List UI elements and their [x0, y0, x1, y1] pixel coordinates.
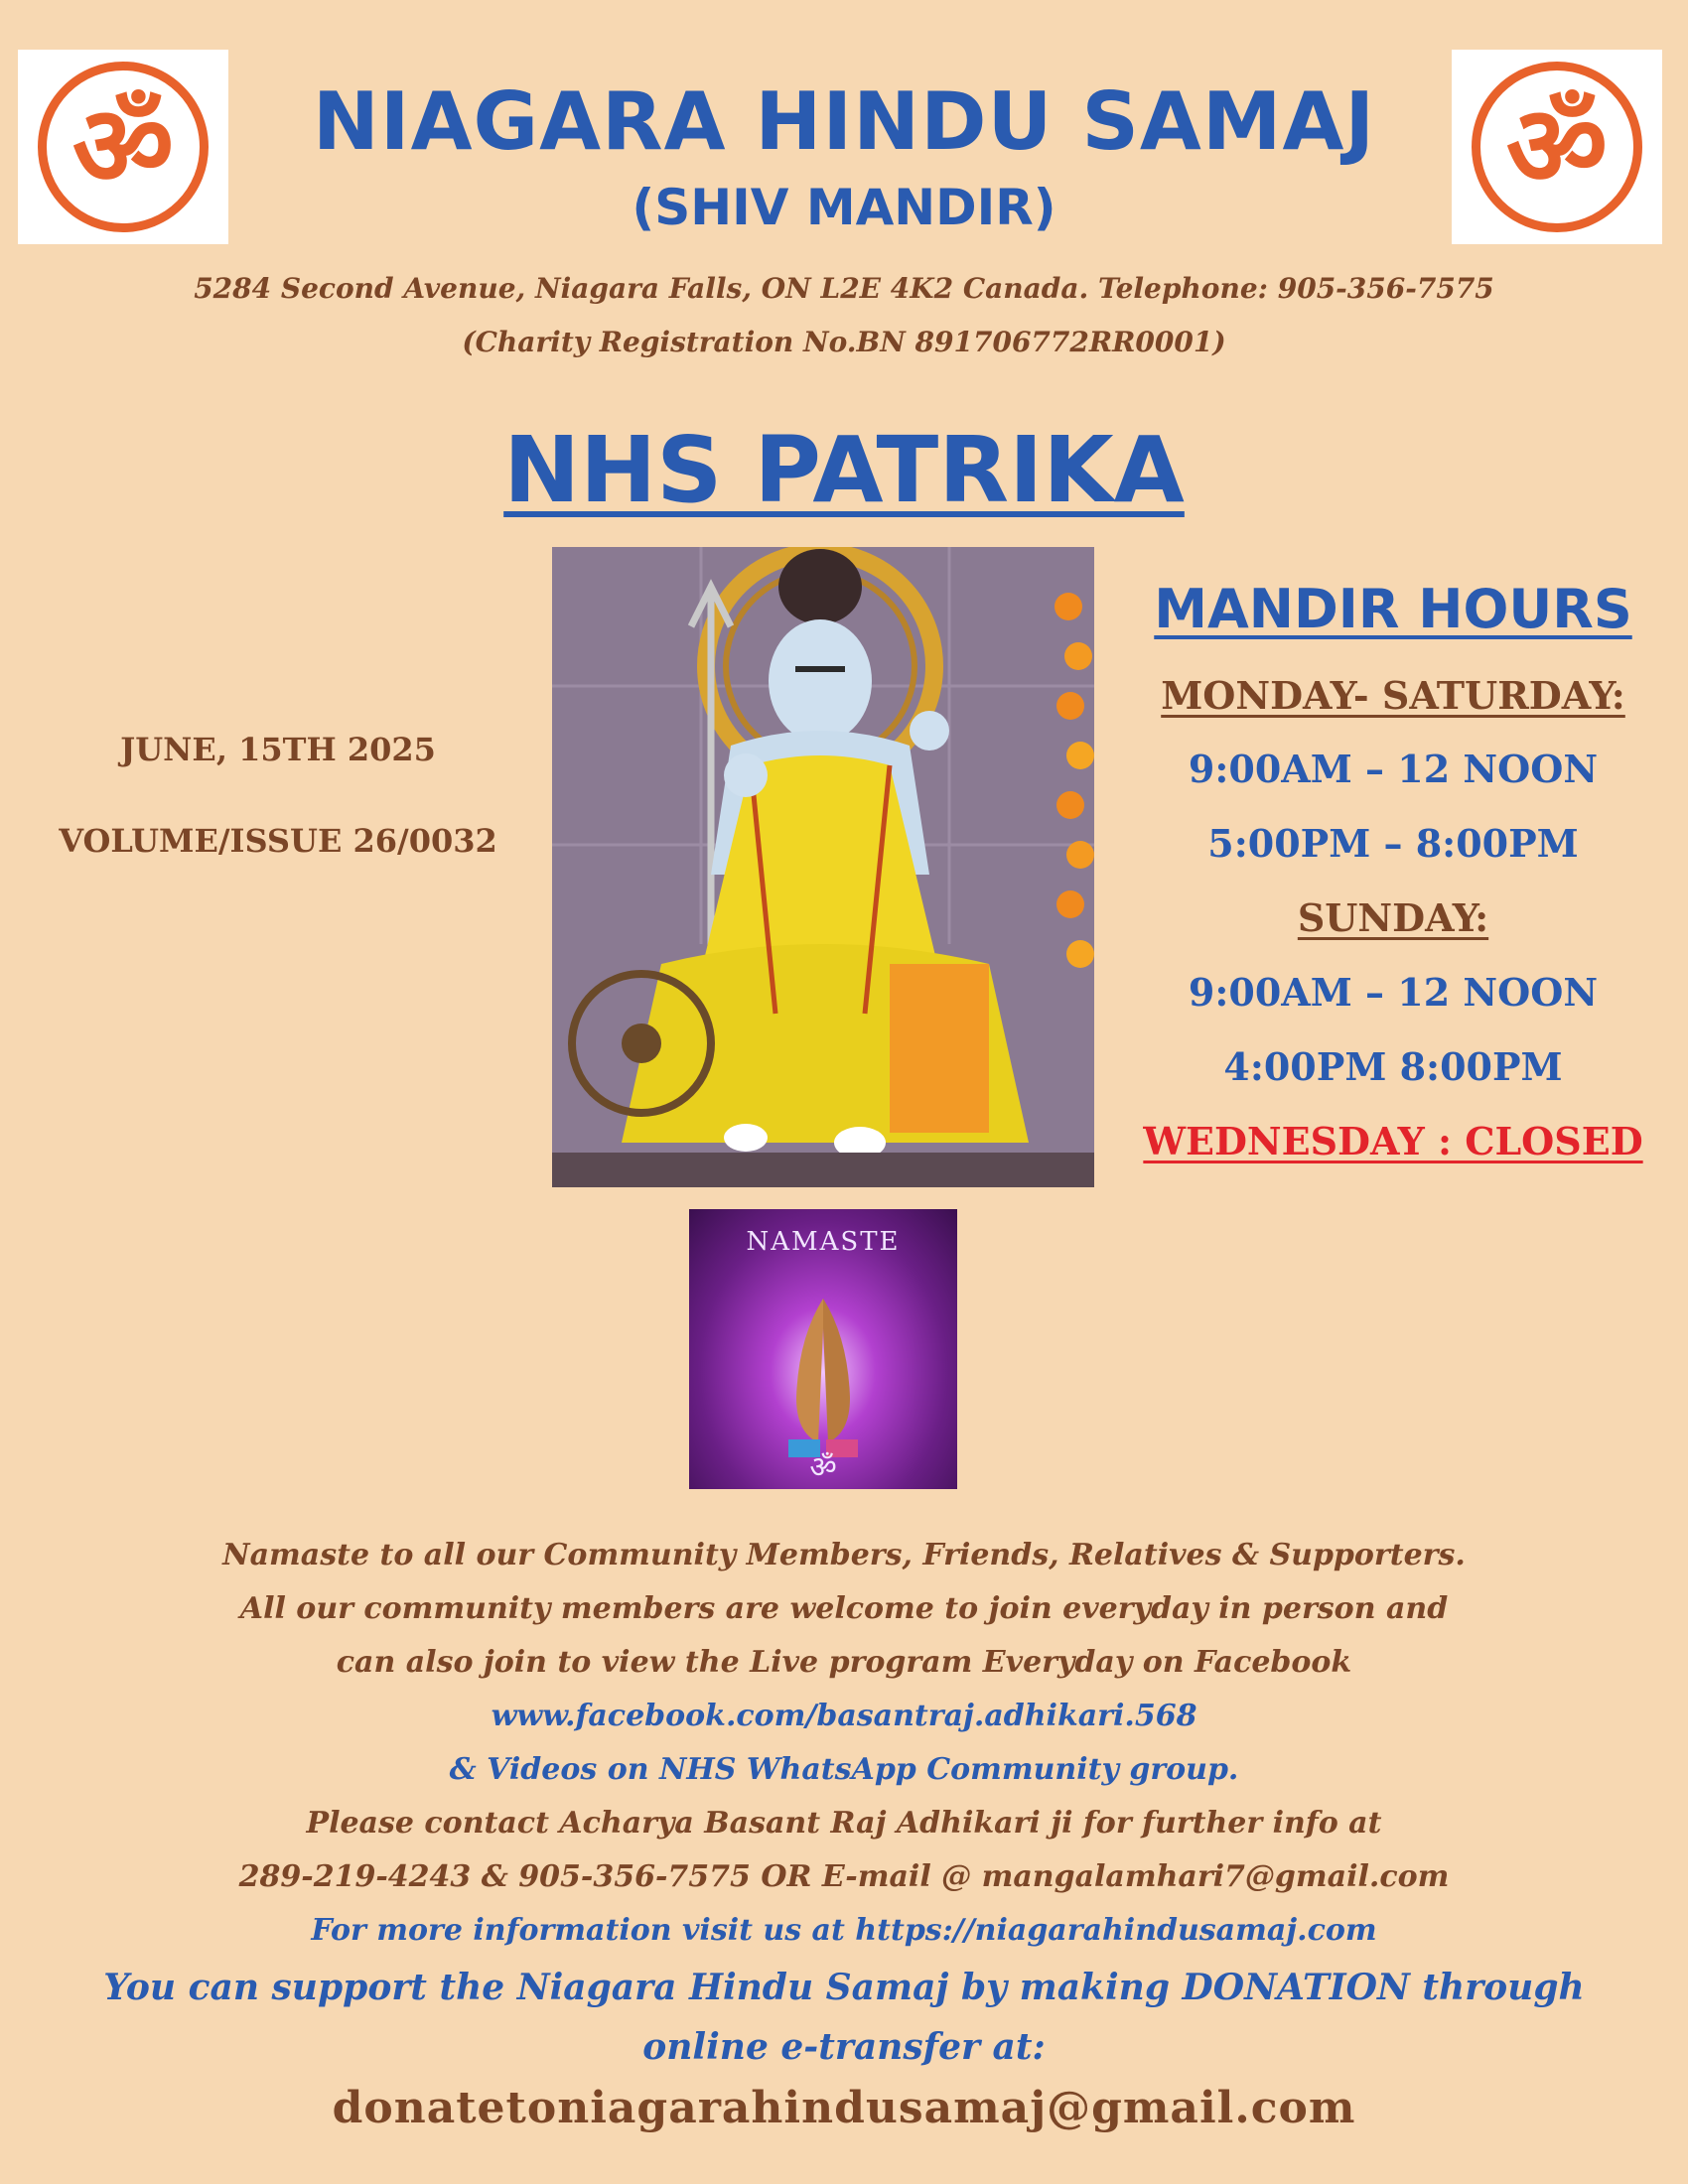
newsletter-title: NHS PATRIKA — [503, 417, 1185, 523]
org-title: NIAGARA HINDU SAMAJ — [312, 75, 1376, 168]
issue-volume: VOLUME/ISSUE 26/0032 — [59, 822, 497, 860]
org-subtitle: (SHIV MANDIR) — [632, 179, 1056, 236]
message-line: Namaste to all our Community Members, Friends, Relatives & Supporters. — [222, 1538, 1466, 1572]
issue-date: JUNE, 15TH 2025 — [120, 731, 436, 768]
donation-line: You can support the Niagara Hindu Samaj by making DONATION through — [103, 1967, 1585, 2008]
charity-registration: (Charity Registration No.BN 891706772RR0001) — [462, 326, 1226, 358]
website-line[interactable]: For more information visit us at https://niagarahindusamaj.com — [311, 1913, 1377, 1948]
mandir-hours — [1110, 578, 1676, 640]
om-icon: ॐ — [1505, 82, 1609, 211]
community-message — [0, 1529, 1688, 2077]
message-line: can also join to view the Live program Everyday on Facebook — [336, 1645, 1352, 1680]
sunday-evening: 4:00PM 8:00PM — [1223, 1044, 1563, 1089]
donation-line: online e-transfer at: — [642, 2026, 1046, 2068]
om-icon: ॐ — [71, 82, 175, 211]
donation-email[interactable]: donatetoniagarahindusamaj@gmail.com — [332, 2083, 1356, 2133]
closed-notice: WEDNESDAY : CLOSED — [1143, 1119, 1643, 1163]
shiva-murti-photo — [552, 547, 1094, 1187]
sunday-morning: 9:00AM – 12 NOON — [1188, 970, 1599, 1015]
weekdays-evening: 5:00PM – 8:00PM — [1207, 821, 1579, 866]
org-address: 5284 Second Avenue, Niagara Falls, ON L2E 4K2 Canada. Telephone: 905-356-7575 — [194, 272, 1494, 305]
om-icon: ॐ — [809, 1450, 837, 1485]
contact-line: Please contact Acharya Basant Raj Adhikari ji for further info at — [306, 1806, 1382, 1841]
message-line: All our community members are welcome to join everyday in person and — [239, 1591, 1449, 1626]
facebook-link[interactable]: www.facebook.com/basantraj.adhikari.568 — [491, 1699, 1197, 1733]
sunday-label: SUNDAY: — [1297, 895, 1489, 940]
namaste-image — [689, 1209, 957, 1489]
hours-heading: MANDIR HOURS — [1154, 578, 1632, 640]
whatsapp-line: & Videos on NHS WhatsApp Community group. — [449, 1752, 1239, 1787]
weekdays-label: MONDAY- SATURDAY: — [1161, 673, 1625, 718]
weekdays-morning: 9:00AM – 12 NOON — [1188, 747, 1599, 791]
namaste-caption: NAMASTE — [746, 1227, 901, 1257]
contact-phones-email: 289-219-4243 & 905-356-7575 OR E-mail @ mangalamhari7@gmail.com — [238, 1859, 1450, 1894]
